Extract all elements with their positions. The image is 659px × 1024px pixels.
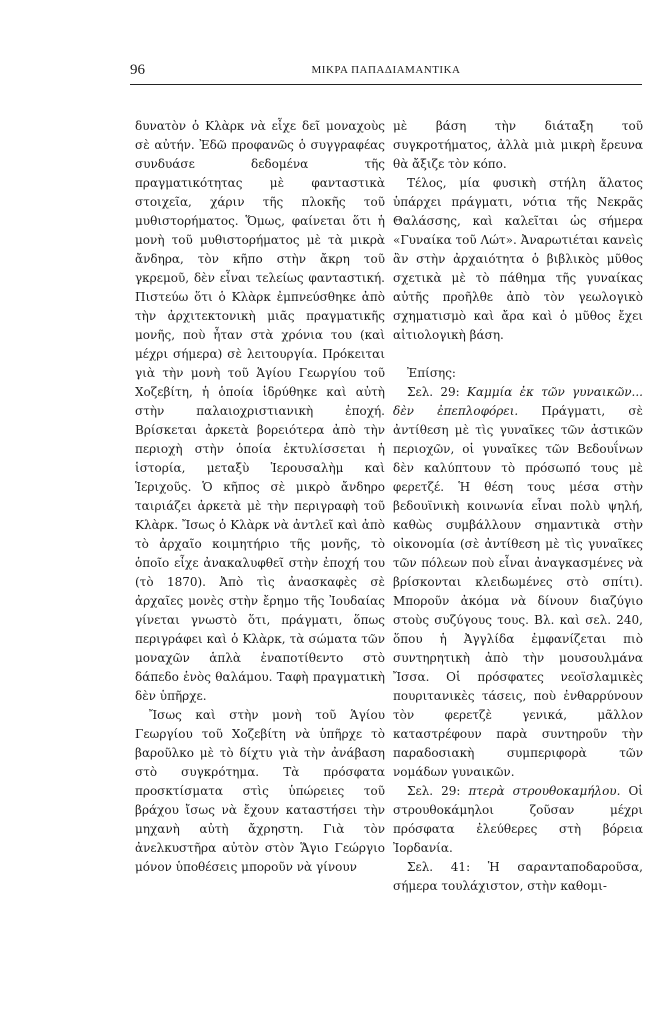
note-quote: Καμμία ἐκ τῶν γυναικῶν... δὲν ἐπεπλοφόρει. [393, 385, 643, 418]
note-paragraph [393, 858, 643, 896]
page-header [130, 62, 642, 85]
note-text: Πράγματι, σὲ ἀντίθεση μὲ τὶς γυναῖκες τῶν ἀστικῶν περιοχῶν, οἱ γυναῖκες τῶν Βεδουΐνων δὲν καλύπτουν τὸ πρόσωπό τους μὲ φερετζέ. Ἡ θέση τους μέσα στὴν βεδουϊνικὴ κοινωνία εἶναι πολὺ ψηλή, καθὼς συμβάλλουν σημαντικὰ στὴν οἰκονομία (σὲ ἀντίθεση μὲ τὶς γυναῖκες τῶν πόλεων ποὺ εἶναι ἀναγκασμένες νὰ βρίσκονται κλειδωμένες στὸ σπίτι). Μποροῦν ἀκόμα νὰ δίνουν διαζύγιο στοὺς συζύγους τους. Βλ. καὶ σελ. 240, ὅπου ἡ Ἀγγλίδα ἐμφανίζεται πιὸ συντηρητικὴ ἀπὸ τὴν μουσουλμάνα Ἴσσα. Οἱ πρόσφατες νεοϊσλαμικὲς πουριτανικὲς τάσεις, ποὺ ἐνθαρρύνουν τὸν φερετζὲ γενικά, μᾶλλον καταστρέφουν παρὰ συντηροῦν τὴν παραδοσιακὴ συμπεριφορὰ τῶν νομάδων γυναικῶν. [393, 404, 643, 779]
note-text: Οἱ στρουθοκάμηλοι ζοῦσαν μέχρι πρόσφατα ἐλεύθερες στὴ βόρεια Ἰορδανία. [393, 784, 643, 855]
note-reference: Σελ. 29: [407, 784, 461, 798]
right-column [393, 117, 643, 896]
paragraph: δυνατὸν ὁ Κλὰρκ νὰ εἶχε δεῖ μοναχοὺς σὲ αὐτήν. Ἐδῶ προφανῶς ὁ συγγραφέας συνδυάσε δεδομένα τῆς πραγματικότητας μὲ φανταστικὰ στοιχεῖα, χάριν τῆς πλοκῆς τοῦ μυθιστορήματος. Ὅμως, φαίνεται ὅτι ἡ μονὴ τοῦ μυθιστορήματος μὲ τὰ μικρὰ ἄνδηρα, τὸν κῆπο στὴν ἄκρη τοῦ γκρεμοῦ, δὲν εἶναι τελείως φανταστική. Πιστεύω ὅτι ὁ Κλὰρκ ἐμπνεύσθηκε ἀπὸ τὴν ἀρχιτεκτονικὴ μιᾶς πραγματικῆς μονῆς, ποὺ ἦταν στὰ χρόνια του (καὶ μέχρι σήμερα) σὲ λειτουργία. Πρόκειται γιὰ τὴν μονὴ τοῦ Ἁγίου Γεωργίου τοῦ Χοζεβίτη, ἡ ὁποία ἱδρύθηκε καὶ αὐτὴ στὴν παλαιοχριστιανικὴ ἐποχή. Βρίσκεται ἀρκετὰ βορειότερα ἀπὸ τὴν περιοχὴ στὴν ὁποία ἐκτυλίσσεται ἡ ἱστορία, μεταξὺ Ἱερουσαλὴμ καὶ Ἱεριχοῦς. Ὁ κῆπος σὲ μικρὸ ἄνδηρο ταιριάζει ἀρκετὰ μὲ τὴν περιγραφὴ τοῦ Κλὰρκ. Ἴσως ὁ Κλὰρκ νὰ ἀντλεῖ καὶ ἀπὸ τὸ ἀρχαῖο κοιμητήριο τῆς μονῆς, τὸ ὁποῖο εἶχε ἀνακαλυφθεῖ στὴν ἐποχή του (τὸ 1870). Ἀπὸ τὶς ἀνασκαφὲς σὲ ἀρχαῖες μονὲς στὴν ἔρημο τῆς Ἰουδαίας γίνεται γνωστὸ ὅτι, πράγματι, ὅπως περιγράφει καὶ ὁ Κλὰρκ, τὰ σώματα τῶν μοναχῶν ἁπλὰ ἐναποτίθεντο στὸ δάπεδο ἑνὸς θαλάμου. Ταφὴ πραγματικὴ δὲν ὑπῆρχε. [135, 119, 385, 703]
note-reference: Σελ. 41: [407, 860, 471, 874]
running-head: ΜΙΚΡΑ ΠΑΠΑΔΙΑΜΑΝΤΙΚΑ [311, 64, 461, 76]
paragraph: Ἴσως καὶ στὴν μονὴ τοῦ Ἁγίου Γεωργίου τοῦ Χοζεβίτη νὰ ὑπῆρχε τὸ βαροῦλκο μὲ τὸ δίχτυ γιὰ τὴν ἀνάβαση στὸ συγκρότημα. Τὰ πρόσφατα προσκτίσματα στὶς ὑπώρειες τοῦ βράχου ἴσως νὰ ἔχουν καταστήσει τὴν μηχανὴ αὐτὴ ἄχρηστη. Γιὰ τὸν ἀνελκυστῆρα αὐτὸν στὸν Ἅγιο Γεώργιο μόνον ὑποθέσεις μποροῦν νὰ γίνουν [135, 708, 385, 874]
paragraph: Τέλος, μία φυσικὴ στήλη ἅλατος ὑπάρχει πράγματι, νότια τῆς Νεκρᾶς Θαλάσσης, καὶ καλεῖται ὡς σήμερα «Γυναίκα τοῦ Λώτ». Ἀναρωτιέται κανεὶς ἂν στὴν ἀρχαιότητα ὁ βιβλικὸς μῦθος σχετικὰ μὲ τὸ πάθημα τῆς γυναίκας αὐτῆς προῆλθε ἀπὸ τὸν γεωλογικὸ σχηματισμὸ καὶ ἄρα καὶ ὁ μῦθος ἔχει αἰτιολογικὴ βάση. [393, 176, 643, 342]
note-paragraph [393, 383, 643, 782]
paragraph: Ἐπίσης: [407, 366, 456, 380]
note-paragraph [393, 782, 643, 858]
note-text: Ἡ σαρανταποδαροῦσα, σήμερα τουλάχιστον, στὴν καθομι- [393, 860, 643, 893]
page-number: 96 [130, 62, 145, 78]
note-reference: Σελ. 29: [407, 385, 460, 399]
left-column [135, 117, 385, 877]
note-quote: πτερὰ στρουθοκαμήλου. [468, 784, 621, 798]
paragraph: μὲ βάση τὴν διάταξη τοῦ συγκροτήματος, ἀλλὰ μιὰ μικρὴ ἔρευνα θὰ ἄξιζε τὸν κόπο. [393, 119, 643, 171]
